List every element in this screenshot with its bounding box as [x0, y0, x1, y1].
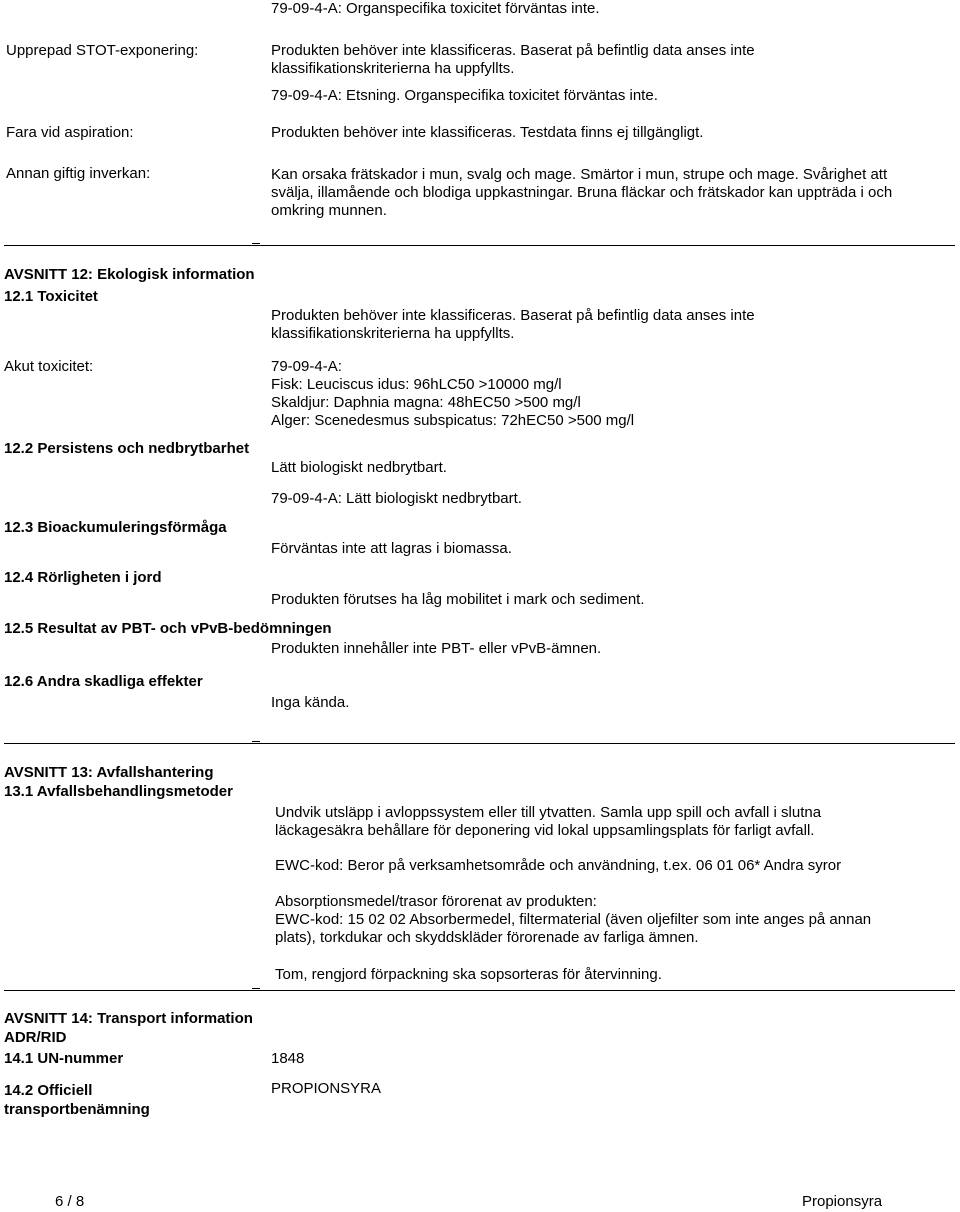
bioaccumulation-value: Förväntas inte att lagras i biomassa.	[271, 540, 512, 557]
waste-p4: Tom, rengjord förpackning ska sopsorteras för återvinning.	[275, 966, 662, 983]
section-13-heading: AVSNITT 13: Avfallshantering	[4, 764, 214, 781]
bioaccumulation-title: 12.3 Bioackumuleringsförmåga	[4, 519, 227, 536]
acute-toxicity-line4: Alger: Scenedesmus subspicatus: 72hEC50 >500 mg/l	[271, 412, 635, 429]
aspiration-value: Produkten behöver inte klassificeras. Testdata finns ej tillgängligt.	[271, 124, 704, 141]
un-number-value: 1848	[271, 1050, 305, 1067]
stot-top-line: 79-09-4-A: Organspecifika toxicitet förväntas inte.	[271, 0, 600, 17]
other-effects-title: 12.6 Andra skadliga effekter	[4, 673, 203, 690]
persistence-value-line2: 79-09-4-A: Lätt biologiskt nedbrytbart.	[271, 490, 522, 507]
section-divider	[4, 990, 955, 991]
shipping-name-label-line1: 14.2 Officiell	[4, 1082, 93, 1099]
mobility-value: Produkten förutses ha låg mobilitet i mark och sediment.	[271, 591, 645, 608]
repeated-stot-value-line1: Produkten behöver inte klassificeras. Baserat på befintlig data anses inte	[271, 42, 755, 59]
repeated-stot-label: Upprepad STOT-exponering:	[6, 42, 199, 59]
persistence-value-line1: Lätt biologiskt nedbrytbart.	[271, 459, 447, 476]
waste-methods-title: 13.1 Avfallsbehandlingsmetoder	[4, 783, 233, 800]
other-effects-value: Inga kända.	[271, 694, 350, 711]
persistence-title: 12.2 Persistens och nedbrytbarhet	[4, 440, 250, 457]
divider-tick	[252, 741, 260, 742]
repeated-stot-value-line3: 79-09-4-A: Etsning. Organspecifika toxicitet förväntas inte.	[271, 87, 658, 104]
waste-p1-line1: Undvik utsläpp i avloppssystem eller till ytvatten. Samla upp spill och avfall i slutna	[275, 804, 822, 821]
pbt-title: 12.5 Resultat av PBT- och vPvB-bedömningen	[4, 620, 332, 637]
waste-p3-line2: EWC-kod: 15 02 02 Absorbermedel, filtermaterial (även oljefilter som inte anges på annan	[275, 911, 872, 928]
waste-p3-line1: Absorptionsmedel/trasor förorenat av produkten:	[275, 893, 597, 910]
divider-tick	[252, 243, 260, 244]
divider-tick	[252, 988, 260, 989]
pbt-value: Produkten innehåller inte PBT- eller vPvB-ämnen.	[271, 640, 602, 657]
other-toxic-label: Annan giftig inverkan:	[6, 165, 151, 182]
mobility-title: 12.4 Rörligheten i jord	[4, 569, 162, 586]
section-12-heading: AVSNITT 12: Ekologisk information	[4, 266, 255, 283]
acute-toxicity-label: Akut toxicitet:	[4, 358, 94, 375]
shipping-name-label-line2: transportbenämning	[4, 1101, 150, 1118]
other-toxic-value-line2: svälja, illamående och blodiga uppkastningar. Bruna fläckar och frätskador kan uppträda i och	[271, 184, 893, 201]
other-toxic-value-line3: omkring munnen.	[271, 202, 387, 219]
section-14-heading: AVSNITT 14: Transport information	[4, 1010, 253, 1027]
acute-toxicity-line3: Skaldjur: Daphnia magna: 48hEC50 >500 mg/l	[271, 394, 581, 411]
acute-toxicity-line1: 79-09-4-A:	[271, 358, 342, 375]
section-divider	[4, 743, 955, 744]
waste-p1-line2: läckagesäkra behållare för deponering vid lokal uppsamlingsplats för farligt avfall.	[275, 822, 815, 839]
waste-p3-line3: plats), torkdukar och skyddskläder förorenade av farliga ämnen.	[275, 929, 699, 946]
un-number-label: 14.1 UN-nummer	[4, 1050, 124, 1067]
acute-toxicity-line2: Fisk: Leuciscus idus: 96hLC50 >10000 mg/l	[271, 376, 562, 393]
waste-p2: EWC-kod: Beror på verksamhetsområde och användning, t.ex. 06 01 06* Andra syror	[275, 857, 842, 874]
aspiration-label: Fara vid aspiration:	[6, 124, 134, 141]
toxicity-value-line2: klassifikationskriterierna ha uppfyllts.	[271, 325, 515, 342]
product-name-footer: Propionsyra	[802, 1193, 883, 1210]
section-divider	[4, 245, 955, 246]
adr-rid-subheading: ADR/RID	[4, 1029, 67, 1046]
toxicity-value-line1: Produkten behöver inte klassificeras. Baserat på befintlig data anses inte	[271, 307, 755, 324]
other-toxic-value-line1: Kan orsaka frätskador i mun, svalg och mage. Smärtor i mun, strupe och mage. Svårighet att	[271, 166, 888, 183]
page-number: 6 / 8	[55, 1193, 85, 1210]
repeated-stot-value-line2: klassifikationskriterierna ha uppfyllts.	[271, 60, 515, 77]
toxicity-title: 12.1 Toxicitet	[4, 288, 98, 305]
shipping-name-value: PROPIONSYRA	[271, 1080, 382, 1097]
